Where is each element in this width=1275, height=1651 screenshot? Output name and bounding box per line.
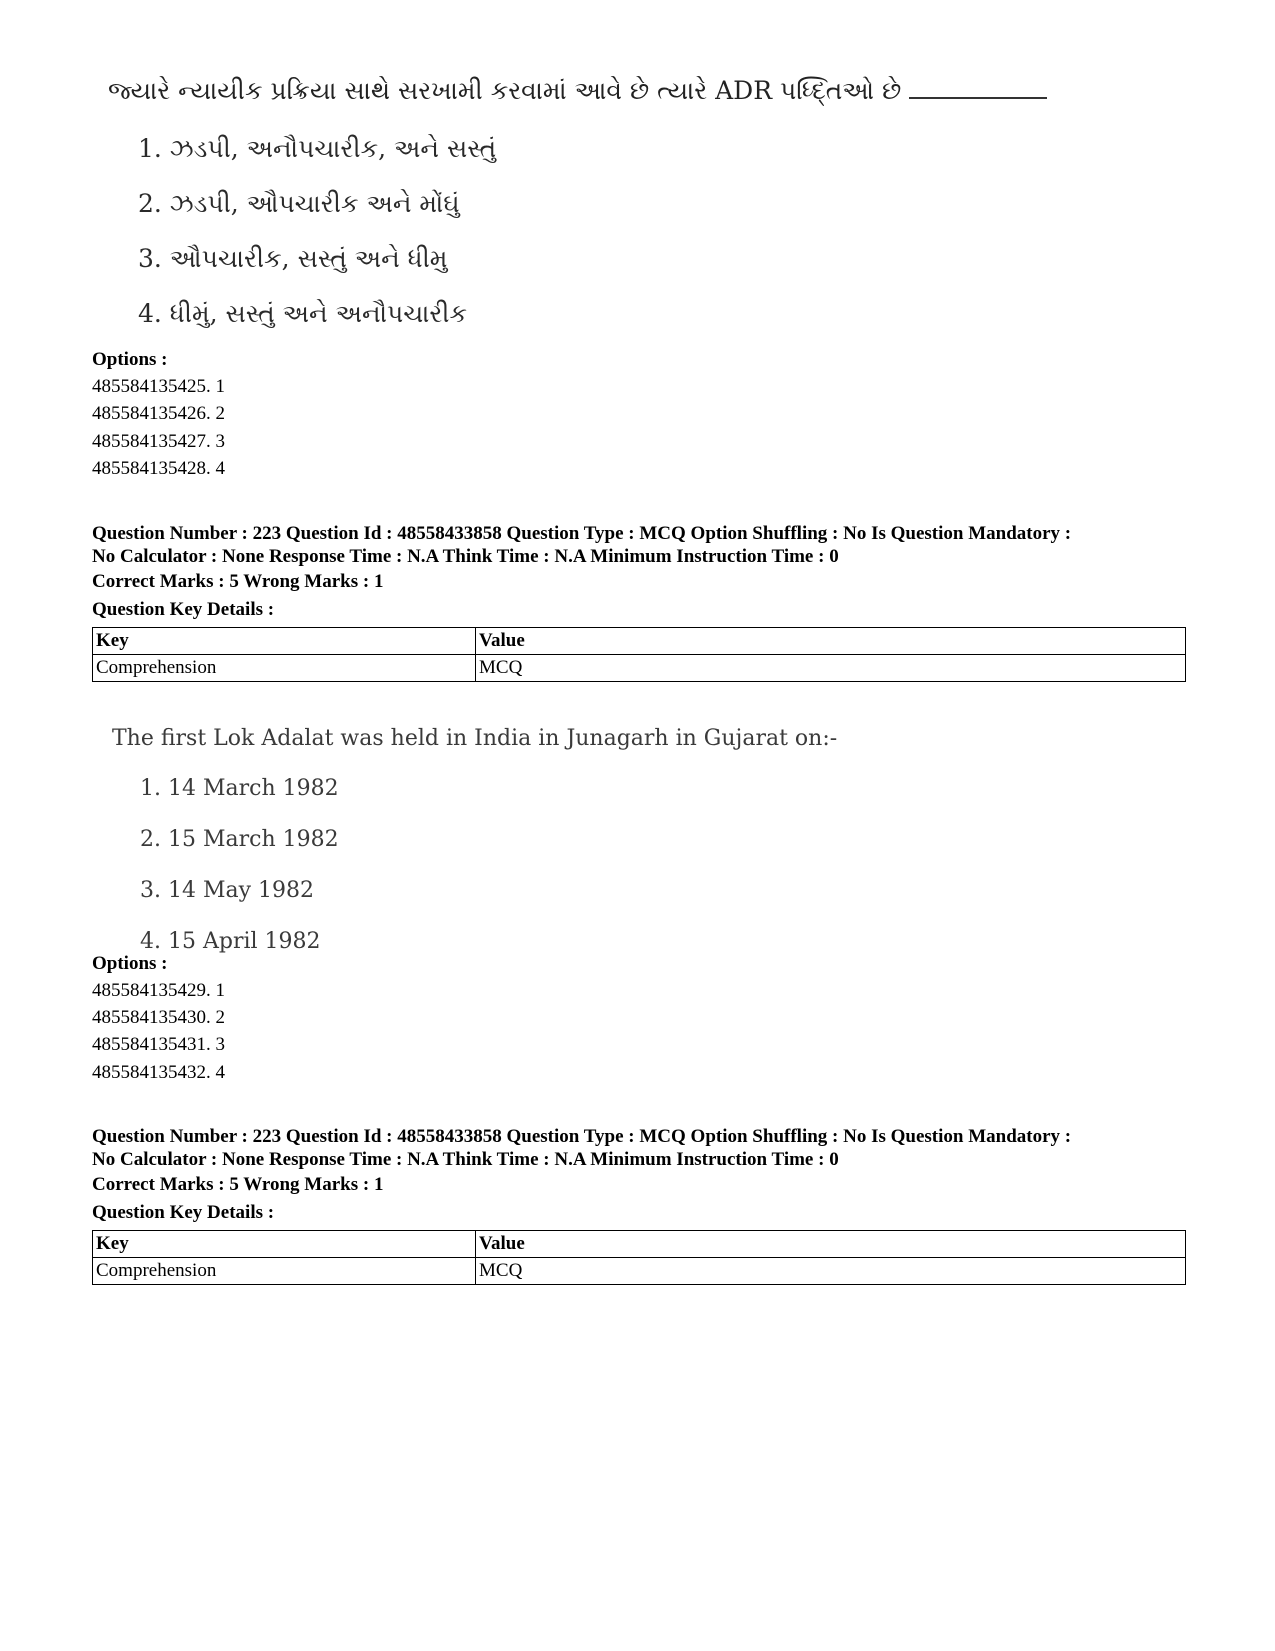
option-id: 485584135425. 1 (92, 376, 225, 397)
question-option: 2. 15 March 1982 (140, 827, 339, 852)
key-details-label: Question Key Details : (92, 599, 275, 620)
table-cell: MCQ (476, 655, 1186, 682)
option-id: 485584135431. 3 (92, 1034, 225, 1055)
question-option: 4. 15 April 1982 (140, 929, 321, 954)
table-cell: Comprehension (93, 1258, 476, 1285)
option-id: 485584135429. 1 (92, 980, 225, 1001)
table-header-row (93, 628, 1186, 655)
question-option: 4. ધીમું, સસ્તું અને અનૌપચારીક (138, 299, 468, 328)
marks-line: Correct Marks : 5 Wrong Marks : 1 (92, 1174, 384, 1195)
metadata-line: Question Number : 223 Question Id : 48558433858 Question Type : MCQ Option Shuffling : No Is Question Mandatory : (92, 523, 1072, 544)
table-header-cell: Value (476, 628, 1186, 655)
option-id: 485584135430. 2 (92, 1007, 225, 1028)
metadata-line: Question Number : 223 Question Id : 48558433858 Question Type : MCQ Option Shuffling : No Is Question Mandatory : (92, 1126, 1072, 1147)
question-option: 3. 14 May 1982 (140, 878, 315, 903)
question-metadata (92, 1125, 1192, 1171)
metadata-line: No Calculator : None Response Time : N.A Think Time : N.A Minimum Instruction Time : 0 (92, 1149, 839, 1170)
table-row (93, 1258, 1186, 1285)
options-label: Options : (92, 349, 168, 370)
option-id: 485584135427. 3 (92, 431, 225, 452)
options-label: Options : (92, 953, 168, 974)
table-header-cell: Key (93, 1231, 476, 1258)
table-row (93, 655, 1186, 682)
answer-blank (909, 96, 1047, 99)
question-option: 1. ઝડપી, અનૌપચારીક, અને સસ્તું (138, 134, 497, 163)
question-option: 3. ઔપચારીક, સસ્તું અને ધીમુ (138, 244, 448, 273)
key-details-table (92, 627, 1186, 682)
question-stem (108, 76, 1047, 106)
question-option: 2. ઝડપી, ઔપચારીક અને મોંઘું (138, 189, 460, 218)
key-details-label: Question Key Details : (92, 1202, 275, 1223)
option-id: 485584135432. 4 (92, 1062, 225, 1083)
question-stem: The first Lok Adalat was held in India in Junagarh in Gujarat on:- (112, 726, 838, 751)
metadata-line: No Calculator : None Response Time : N.A Think Time : N.A Minimum Instruction Time : 0 (92, 546, 839, 567)
table-header-cell: Value (476, 1231, 1186, 1258)
key-details-table (92, 1230, 1186, 1285)
question-image-english (112, 726, 838, 976)
option-id: 485584135426. 2 (92, 403, 225, 424)
table-header-cell: Key (93, 628, 476, 655)
question-metadata (92, 522, 1192, 568)
table-cell: MCQ (476, 1258, 1186, 1285)
table-header-row (93, 1231, 1186, 1258)
question-stem-text: જ્યારે ન્યાયીક પ્રક્રિયા સાથે સરખામી કરવામાં આવે છે ત્યારે ADR પધ્દ્તિઓ છે (108, 76, 902, 105)
question-option: 1. 14 March 1982 (140, 776, 339, 801)
question-image-gujarati (108, 76, 1008, 356)
option-id: 485584135428. 4 (92, 458, 225, 479)
table-cell: Comprehension (93, 655, 476, 682)
marks-line: Correct Marks : 5 Wrong Marks : 1 (92, 571, 384, 592)
